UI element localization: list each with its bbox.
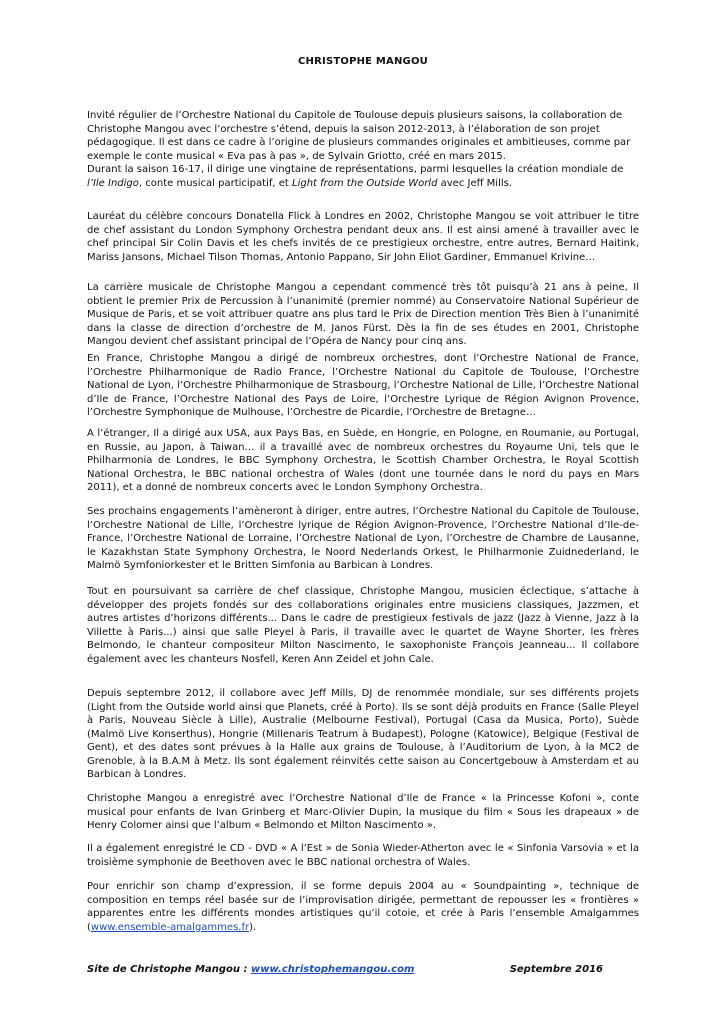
paragraph-intro-text-4: avec Jeff Mills. — [437, 177, 513, 189]
paragraph-france: En France, Christophe Mangou a dirigé de nombreux orchestres, dont l’Orchestre National de France, l’Orchestre Philharmonique de Radio France, l’Orchestre National du Capitole de Toulouse, l’Orchestre National de Lyon, l’Orchestre Philharmonique de Strasbourg, l’Orchestre National de Lille, l’Orchestre National d’Ile de France, l’Orchestre National des Pays de Loire, l’Orchestre Lyrique de Région Avignon Provence, l’Orchestre Symphonique de Mulhouse, l’Orchestre de Picardie, l’Orchestre de Bretagne… — [87, 353, 639, 418]
paragraph-cd-dvd: Il a également enregistré le CD - DVD « A l’Est » de Sonia Wieder-Atherton avec le « Sinfonia Varsovia » et la troisième symphonie de Beethoven avec le BBC national orchestra of Wales. — [87, 843, 639, 868]
title-ile-indigo: l’Ile Indigo — [87, 177, 139, 189]
title-light-outside-world: Light from the Outside World — [292, 177, 438, 189]
paragraph-soundpainting — [87, 880, 639, 934]
paragraph-intro — [87, 109, 639, 190]
footer-left — [87, 964, 414, 975]
paragraph-intro-text: Invité régulier de l’Orchestre National du Capitole de Toulouse depuis plusieurs saisons, la collaboration de Christophe Mangou avec l’orchestre s’étend, depuis la saison 2012-2013, à l’élaboration de son projet pédagogique. Il est dans ce cadre à l’origine de plusieurs commandes originales et ambitieuses, comme par exemple le conte musical « Eva pas à pas », de Sylvain Griotto, créé en mars 2015. — [87, 110, 631, 162]
paragraph-engagements: Ses prochains engagements l’amèneront à diriger, entre autres, l’Orchestre National du Capitole de Toulouse, l’Orchestre National de Lille, l’Orchestre lyrique de Région Avignon-Provence, l’Orchestre National d’Ile-de-France, l’Orchestre National de Lorraine, l’Orchestre National de Lyon, l’Orchestre de Chambre de Lausanne, le Kazakhstan State Symphony Orchestra, le Noord Nederlands Orkest, le Philharmonie Zuidnederland, le Malmö Symfoniorkester et le Britten Simfonia au Barbican à Londres. — [87, 506, 639, 571]
website-link[interactable]: www.christophemangou.com — [250, 964, 415, 975]
ensemble-amalgammes-link[interactable]: www.ensemble-amalgammes.fr — [90, 921, 250, 933]
paragraph-etranger: A l’étranger, Il a dirigé aux USA, aux Pays Bas, en Suède, en Hongrie, en Pologne, en Roumanie, au Portugal, en Russie, au Japon, à Taiwan… il a travaillé avec de nombreux orchestres du Royaume Uni, tels que le Philharmonia de Londres, le BBC Symphony Orchestra, le Scottish Chamber Orchestra, le Royal Scottish National Orchestra, le BBC national orchestra of Wales (dont une tournée dans le nord du pays en Mars 2011), et a donné de nombreux concerts avec le London Symphony Orchestra. — [87, 428, 639, 493]
paragraph-laureat: Lauréat du célèbre concours Donatella Flick à Londres en 2002, Christophe Mangou se voit attribuer le titre de chef assistant du London Symphony Orchestra pendant deux ans. Il est ainsi amené à travailler avec le chef principal Sir Colin Davis et les chefs invités de ce prestigieux orchestre, entre autres, Bernard Haitink, Mariss Jansons, Michael Tilson Thomas, Antonio Pappano, Sir John Eliot Gardiner, Emmanuel Krivine… — [87, 211, 639, 263]
paragraph-carriere: La carrière musicale de Christophe Mangou a cependant commencé très tôt puisqu’à 21 ans à peine, Il obtient le premier Prix de Percussion à l’unanimité (premier nommé) au Conservatoire National Supérieur de Musique de Paris, et se voit attribuer quatre ans plus tard le Prix de Direction mention Très Bien à l’unanimité dans la classe de direction d’orchestre de M. Janos Fürst. Dès la fin de ses études en 2001, Christophe Mangou devient chef assistant principal de l’Opéra de Nancy pour cinq ans. — [87, 282, 639, 347]
footer-label: Site de Christophe Mangou : — [87, 964, 251, 975]
paragraph-soundpainting-end: ). — [249, 921, 257, 933]
paragraph-soundpainting-text: Pour enrichir son champ d’expression, il se forme depuis 2004 au « Soundpainting », technique de composition en temps réel basée sur de l’improvisation dirigée, permettant de repousser les « frontières » apparentes entre les différents mondes artistiques qu’il cotoie, et crée à Paris l’ensemble Amalgammes ( — [87, 881, 639, 933]
paragraph-enregistrements: Christophe Mangou a enregistré avec l’Orchestre National d’Ile de France « la Princesse Kofoni », conte musical pour enfants de Ivan Grinberg et Marc-Olivier Dupin, la musique du film « Sous les drapeaux » de Henry Colomer ainsi que l’album « Belmondo et Milton Nascimento ». — [87, 793, 639, 831]
paragraph-eclectique: Tout en poursuivant sa carrière de chef classique, Christophe Mangou, musicien éclectique, s’attache à développer des projets fondés sur des collaborations originales entre musiciens classiques, Jazzmen, et autres artistes d’horizons différents... Dans le cadre de prestigieux festivals de jazz (Jazz à Vienne, Jazz à la Villette à Paris...) ainsi que salle Pleyel à Paris, il travaille avec le quartet de Wayne Shorter, les frères Belmondo, le chanteur compositeur Milton Nascimento, le saxophoniste François Jeanneau... Il collabore également avec les chanteurs Nosfell, Keren Ann Zeidel et John Cale. — [87, 586, 639, 665]
paragraph-intro-text-3: , conte musical participatif, et — [138, 177, 292, 189]
footer-date: Septembre 2016 — [509, 964, 603, 975]
page-title: CHRISTOPHE MANGOU — [298, 56, 428, 67]
paragraph-jeff-mills: Depuis septembre 2012, il collabore avec Jeff Mills, DJ de renommée mondiale, sur ses différents projets (Light from the Outside world ainsi que Planets, créé à Porto). Ils se sont déjà produits en France (Salle Pleyel à Paris, Nouveau Siècle à Lille), Australie (Melbourne Festival), Portugal (Casa da Musica, Porto), Suède (Malmö Live Konserthus), Hongrie (Millenaris Teatrum à Budapest), Pologne (Katowice), Belgique (Festival de Gent), et des dates sont prévues à la Halle aux grains de Toulouse, à l’Auditorium de Lyon, à la MC2 de Grenoble, à la B.A.M à Metz. Ils sont également réinvités cette saison au Concertgebouw à Amsterdam et au Barbican à Londres. — [87, 688, 639, 780]
paragraph-intro-text-2: Durant la saison 16-17, il dirige une vingtaine de représentations, parmi lesquelles la création mondiale de — [87, 164, 624, 175]
